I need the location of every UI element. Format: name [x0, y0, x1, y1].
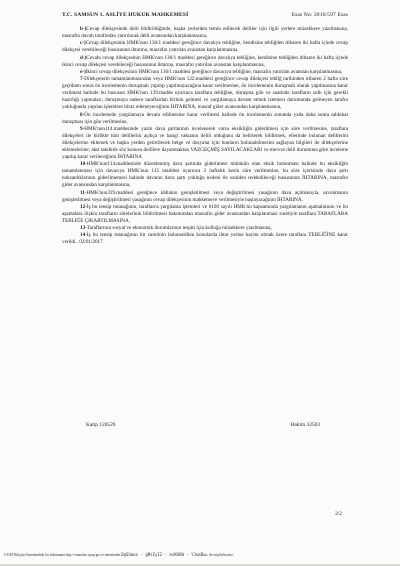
paragraph-d [62, 55, 348, 69]
uyap-footer [4, 552, 396, 557]
paragraph-lead: 8- [80, 111, 85, 118]
paragraph-c [62, 40, 348, 54]
paragraph-lead: c-) [80, 40, 86, 47]
paragraph-text: HMK'nun114.maddesinde yazılı dava şartlarının incelenerek varsa eksikliğin giderilmesi için süre verilmesine, taraflara dilekçeleri ile birlikte tüm delillerini açıkça ve hangi vakıanın delili olduğunu da belirterek bildirmek, ellerinde bulunan delillerini dilekçelerine eklemek ve başka yerden getirtilecek belge ve dosyalar için bunların bulunabilmesini sağlayan bilgileri de dilekçelerine eklemelerine; aksi takdirde söz konusu delillere dayanmaktan VAZGEÇMİŞ SAYILACAKLARI ve mevcut delil durumuna göre inceleme yapılıp karar verileceğinin İHTARINA [62, 125, 348, 160]
paragraph-text: Cevap dilekçesinin HMK'nun 136/1 maddesi gereğince davalıya tebliğine, kendisine tebliğden itibaren iki hafta içinde cevap dilekçesi verebileceği hususunun ihtarına, masrafın yatırılan avanstan karşılanmasına [62, 40, 348, 54]
paragraph-9 [62, 126, 348, 161]
paragraph-b [62, 26, 348, 40]
paragraph-lead: 11- [80, 189, 87, 196]
paragraph-lead: 10- [80, 161, 87, 168]
footer-suffix: ile erişebilirsiniz. [208, 553, 234, 557]
paragraph-lead: 14- [80, 232, 87, 239]
paragraph-lead: d-) [80, 54, 87, 61]
paragraph-lead: 13- [80, 225, 87, 232]
paragraph-text: HMK'nun319.maddesi gereğince iddianın genişletilmesi veya değiştirilmesi yasağının dava açılmasıyla, savunmanın genişletilmesi veya değiştirilmesi yasağının cevap dilekçesinin mahkemeye verilmesiyle başlayacağının İHTARINA, [62, 189, 348, 203]
paragraph-11 [62, 190, 348, 204]
paragraph-8 [62, 112, 348, 126]
footer-text: UYAP Bilişim Sistemindeki bu dokümana http://vatandas.uyap.gov.tr adresinden [4, 553, 121, 557]
paragraph-text: İş bu tensip tutanağının, taraflarca yargılama işlemleri ve 6100 sayılı HMK'nu kapsamında yargılamanın aşamalarının ve bu aşamalara ilişkin tarafların sürelerinin bildirilmesi bakımından masrafın gider avansından karşılanması suretiyle taraflara TARAFLARA TEBLİĞE ÇIKARTILMASINA, [62, 203, 348, 224]
paragraph-text: Cevabı cevap dilekçesinin HMK'nun 136/1 maddesi gereğince davalıya tebliğine, kendisine tebliğden itibaren iki hafta içinde ikinci cevap dilekçesi verebileceği hususunun ihtarına, masrafın yatırılan avanstan karşılanmasına, [62, 54, 348, 68]
paragraph-text: Cevap dilekçesinde delil bildirildiğinde, başka yerlerden temin edilecek deliller için ilgili yerlere müzekkere yazılmasına, masrafın davalı tarafından yatırılacak delil avansından karşılanmasına, [62, 26, 348, 40]
document-header [62, 12, 348, 18]
verification-code: DqSGmox - gMsZy12 - ecKHXW - YJumDw= [121, 552, 208, 557]
signature-block [86, 422, 320, 428]
clerk-signature: Katip 126526 [86, 422, 116, 428]
paragraph-14 [62, 232, 348, 246]
paragraph-lead: 7- [80, 76, 85, 83]
paragraph-text: İş bu tensip tutanağının bir suretinin bulunsedilen konularda ihtar yerine kayim olmak üzere taraflara TEBLİĞİNE karar verildi.. 02/01/2017 [62, 232, 348, 246]
paragraph-text: Ön incelemede yargılamaya devam edilmesine karar verilmesi halinde ön incelemenin sonunda yada daha sonra tahkikat duruşması için gün verilmesine, [62, 111, 348, 125]
document-body [62, 26, 348, 247]
paragraph-text: Taraflarının sosyal ve ekonomik durumlarının tespiti için kolluğa müzekkere yazılmasına, [86, 225, 272, 232]
judge-signature: Hakim 32503 [290, 422, 320, 428]
paragraph-12 [62, 204, 348, 225]
paragraph-lead: e-) [80, 68, 86, 75]
paragraph-lead: 9- [80, 125, 85, 132]
paragraph-text: HMK'nun114.maddesinde düzenlenmiş dava şartında gideriimesi mümkün olan eksik bulunması halinde bu eksikliğin tamamlanması için davacıya HMK'nun 115 maddesi uyarınca 2 haftalık kesin süre verilmesine, bu süre içerisinde dava şartı noksanlıklarının giderilmemesi halinde davanın dava şartı yokluğu nedeni ile usulden reddedileceği hususunun İHTARINA, masrafın gider avansından karşılanmasına, [62, 161, 348, 189]
case-number: Esas No: 2016/597 Esas [291, 12, 348, 18]
paragraph-text: Dilekçelerin tamamlanmasından veya HMK'nun 122.maddesi gereğince cevap dilekçesi tebliğ tarihinden itibaren 2 hafta süre geçtikten sonra ön incelemenin duruşmalı yapılıp yapılmayacağına karar verilmesine, ön incelemenin duruşmalı olarak yapılmasına karar verilmesi halinde bu hususun HMK'nun 139.madde uyarınca taraflara tebliğine, duruşma gün ve saatinde tarafların sulh için gerekli hazırlığı yapmaları, duruşmaya sadece taraflardan birinin gelmesi ve yargılamaya devam etmek istemesi durumunda gelmeyen tarafın yokluğunda yapılan işlemlere itiraz edemeyeceğinin İHTARINA, masraf gider avansından karşılanmasına, [62, 76, 348, 111]
paragraph-7 [62, 76, 348, 111]
paragraph-lead: b-) [80, 26, 87, 32]
paragraph-lead: 12- [80, 203, 87, 210]
paragraph-e [62, 69, 348, 76]
paragraph-text: İkinci cevap dilekçesinin HMK'nun 136/1 maddesi gereğince davacıya tebliğine, masrafın yatırılan avanstan karşılanmasına, [85, 68, 343, 75]
court-name: T.C. SAMSUN 1. ASLİYE HUKUK MAHKEMESİ [62, 12, 189, 18]
paragraph-10 [62, 161, 348, 189]
page-number: 2/2 [335, 511, 342, 517]
